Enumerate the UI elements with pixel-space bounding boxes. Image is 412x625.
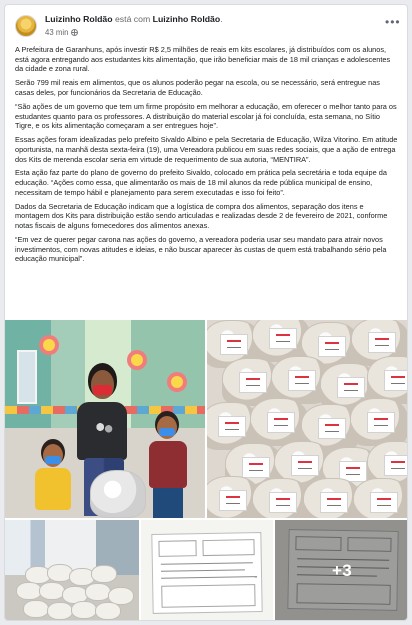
food-kit-label (318, 336, 346, 357)
food-kit-bag (85, 583, 111, 601)
with-connector: está com (112, 14, 153, 24)
invoice-document (151, 532, 262, 614)
wall-flower-icon (131, 354, 143, 366)
blue-mask (45, 456, 61, 464)
food-kit-bag (23, 600, 49, 618)
classroom-window (17, 350, 37, 404)
more-photos-count[interactable]: +3 (275, 520, 408, 621)
food-kit-label (320, 492, 348, 513)
food-kit-bag (350, 398, 408, 446)
wall-flower-icon (171, 376, 183, 388)
more-icon[interactable]: ••• (385, 15, 401, 29)
post-paragraph-6: Dados da Secretaria de Educação indicam que a logística de compra dos alimentos, separação dos itens e montagem dos Kits para distribuição estão sendo articuladas e realizadas desde 2 de fevereiro de 2021, conforme notas fiscais de alguns fornecedores dos alimentos anexas. (15, 201, 388, 231)
child-red-shirt (141, 416, 195, 518)
facebook-post-card (4, 4, 408, 621)
invoice-line (161, 576, 257, 579)
post-paragraph-5: Esta ação faz parte do plano de governo do prefeito Sivaldo, colocado em prática pela secretária e toda equipe da educação. “Ações como essa, que alimentarão os mais de 18 mil alunos da rede pública municipal de ensino, necessitam de tempo hábil e planejamento para serem executadas e isso foi feito”. (15, 168, 387, 197)
post-paragraph-3: “São ações de um governo que tem um firme propósito em melhorar a educação, em oferecer o melhor tanto para os estudantes quanto para os professores. A distribuição do material escolar já foi concluída, esta semana, no Sítio Tigre, e os kits alimentação começaram a ser entregues hoje”. (15, 101, 397, 131)
blue-mask (159, 428, 175, 436)
globe-icon (71, 29, 78, 36)
wall-flower-icon (43, 339, 55, 351)
post-photo-grid (5, 320, 408, 621)
invoice-box (158, 540, 196, 557)
food-kit-label (269, 328, 297, 349)
post-timestamp[interactable]: 43 min (45, 28, 69, 37)
kit-delivery-photo[interactable] (5, 320, 205, 518)
food-kit-label (288, 370, 316, 391)
post-paragraph-2: Serão 799 mil reais em alimentos, que os alunos poderão pegar na escola, ou se necessário, será entregue nas casas deles, por funcionários da Secretaria de Educação. (15, 78, 380, 97)
shirt-print (89, 418, 117, 436)
food-kit-label (267, 412, 295, 433)
invoice-photo[interactable] (141, 520, 273, 621)
post-body (15, 45, 399, 268)
food-kit-label (291, 455, 319, 476)
invoice-line (161, 562, 253, 565)
author-name-link[interactable]: Luizinho Roldão (45, 14, 113, 24)
food-kit-bag (47, 602, 73, 620)
food-kit-label (318, 418, 346, 439)
food-kit-bag (71, 601, 97, 619)
kitchen-pile-photo[interactable] (5, 520, 139, 621)
food-kit-label (239, 372, 267, 393)
yellow-shirt (35, 468, 71, 510)
post-time-row[interactable] (45, 27, 78, 38)
food-kit-bag (252, 478, 310, 518)
food-kit-label (269, 492, 297, 513)
food-kit-label (218, 416, 246, 437)
food-kit-label (367, 412, 395, 433)
food-kit-bag (250, 398, 308, 446)
post-paragraph-7: “Em vez de querer pegar carona nas ações do governo, a vereadora poderia usar seu mandato para atrair novos investimentos, com novas atitudes e ideias, e não buscar aparecer às custas de quem está trabalhando sério pela educação municipal”. (15, 235, 387, 264)
post-author-line (45, 14, 223, 25)
food-kit-bag (367, 356, 408, 404)
child-yellow-shirt (27, 444, 75, 518)
food-kit-bag (90, 470, 146, 518)
profile-avatar[interactable] (15, 15, 37, 37)
food-kit-bag (95, 602, 121, 620)
food-kit-label (384, 370, 408, 391)
post-paragraph-4: Essas ações foram idealizadas pelo prefeito Sivaldo Albino e pela Secretaria de Educação, Wilza Vitorino. Em atitude oportunista, na manhã desta sexta-feira (19), uma Vereadora publicou em suas redes sociais, que a ação de entrega dos Kits de merenda escolar seria em virtude de requerimento de sua autoria, “MENTIRA”. (15, 135, 398, 164)
invoice-table (161, 584, 255, 608)
author-line-period: . (220, 14, 223, 24)
food-kit-bag (91, 565, 117, 583)
food-kits-photo[interactable] (207, 320, 408, 518)
invoice-line (161, 569, 245, 571)
food-kit-bag (39, 582, 65, 600)
food-kit-label (220, 334, 248, 355)
food-kit-bag (353, 478, 408, 518)
food-kit-label (368, 332, 396, 353)
post-header (15, 13, 399, 41)
food-kit-label (242, 457, 270, 478)
food-kit-label (370, 492, 398, 513)
post-paragraph-1: A Prefeitura de Garanhuns, após investir R$ 2,5 milhões de reais em kits escolares, já distribuídos com os alunos, está agora entregando aos estudantes kits alimentação, que irão beneficiar mais de 18 mil crianças e adolescentes da cidade e zona rural. (15, 45, 391, 74)
tagged-person-link[interactable]: Luizinho Roldão (152, 14, 221, 24)
red-shirt (149, 441, 187, 488)
invoice-box (202, 539, 254, 556)
food-kit-label (219, 490, 247, 511)
more-invoices-photo[interactable] (275, 520, 408, 621)
red-mask (93, 385, 112, 395)
food-kit-label (337, 377, 365, 398)
blue-shorts (153, 488, 183, 518)
food-kit-label (384, 455, 408, 476)
